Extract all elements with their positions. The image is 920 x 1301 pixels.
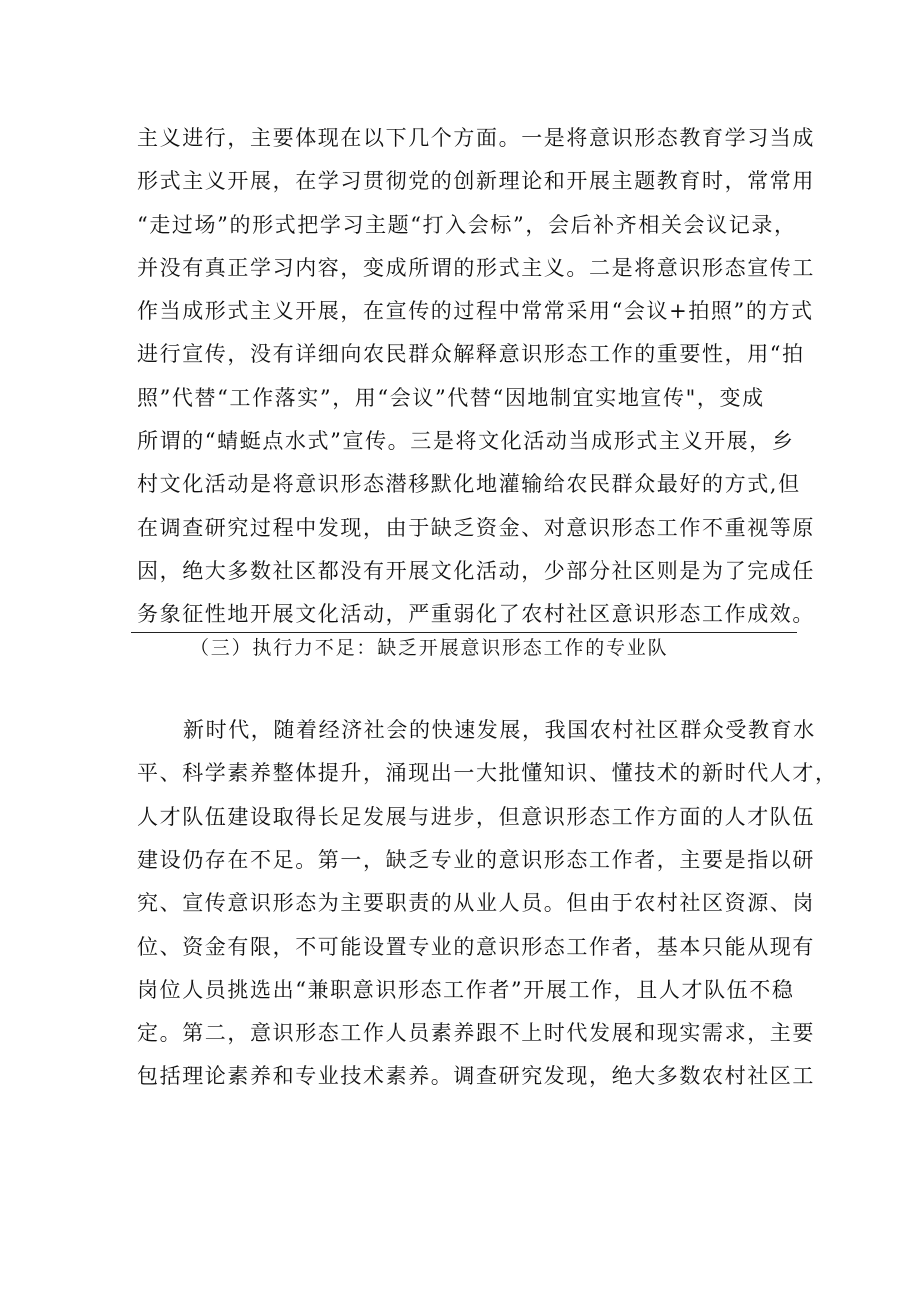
paragraph-line: 进行宣传，没有详细向农民群众解释意识形态工作的重要性，用“拍 [137, 342, 805, 366]
paragraph-line: 照”代替“工作落实”，用“会议”代替“因地制宜实地宣传"，变成 [137, 386, 765, 410]
paragraph-line: 定。第二，意识形态工作人员素养跟不上时代发展和现实需求，主要 [137, 1021, 815, 1045]
paragraph-line: 所谓的“蜻蜓点水式”宣传。三是将文化活动当成形式主义开展，乡 [137, 429, 795, 453]
paragraph-line: 位、资金有限，不可能设置专业的意识形态工作者，基本只能从现有 [137, 935, 815, 959]
paragraph-line: 包括理论素养和专业技术素养。调查研究发现，绝大多数农村社区工 [137, 1064, 815, 1088]
paragraph-line: 作当成形式主义开展，在宣传的过程中常常采用“会议+拍照”的方式 [137, 299, 814, 323]
paragraph-line: 究、宣传意识形态为主要职责的从业人员。但由于农村社区资源、岗 [137, 891, 815, 915]
paragraph-line: 平、科学素养整体提升，涌现出一大批懂知识、懂技术的新时代人才， [137, 761, 838, 785]
paragraph-line: 建设仍存在不足。第一，缺乏专业的意识形态工作者，主要是指以研 [137, 848, 815, 872]
paragraph-line: 务象征性地开展文化活动，严重弱化了农村社区意识形态工作成效。 [137, 602, 815, 626]
paragraph-line: 岗位人员挑选出“兼职意识形态工作者”开展工作，且人才队伍不稳 [137, 978, 795, 1002]
paragraph-line: 村文化活动是将意识形态潜移默化地灌输给农民群众最好的方式,但 [137, 472, 801, 496]
section-heading: （三）执行力不足：缺乏开展意识形态工作的专业队 [190, 637, 669, 659]
paragraph-line: “走过场”的形式把学习主题“打入会标”，会后补齐相关会议记录， [137, 213, 797, 237]
section-divider [131, 632, 797, 633]
paragraph-line: 人才队伍建设取得长足发展与进步，但意识形态工作方面的人才队伍 [137, 805, 815, 829]
paragraph-line: 并没有真正学习内容，变成所谓的形式主义。二是将意识形态宣传工 [137, 256, 815, 280]
paragraph-line: 在调查研究过程中发现，由于缺乏资金、对意识形态工作不重视等原 [137, 516, 815, 540]
paragraph-line: 主义进行，主要体现在以下几个方面。一是将意识形态教育学习当成 [137, 126, 815, 150]
paragraph-line: 因，绝大多数社区都没有开展文化活动，少部分社区则是为了完成任 [137, 559, 815, 583]
paragraph-line: 形式主义开展，在学习贯彻党的创新理论和开展主题教育时，常常用 [137, 169, 815, 193]
paragraph-line: 新时代，随着经济社会的快速发展，我国农村社区群众受教育水 [183, 718, 816, 742]
